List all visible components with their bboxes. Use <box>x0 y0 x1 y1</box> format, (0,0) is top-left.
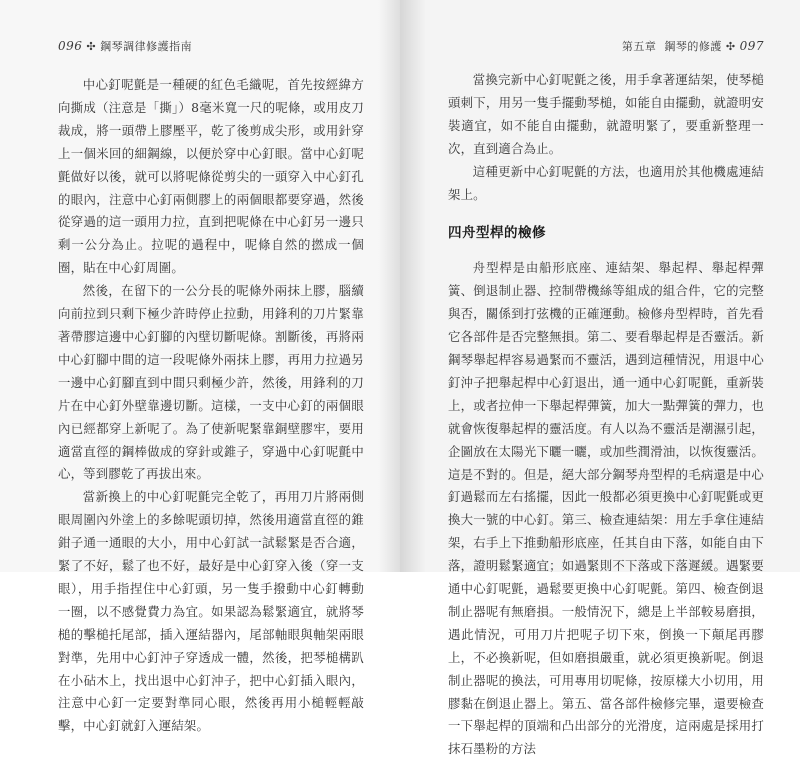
left-running-title: 鋼琴調律修護指南 <box>100 40 193 53</box>
gutter-shadow-right <box>400 0 426 572</box>
paragraph: 這種更新中心釘呢氈的方法，也適用於其他機處連結架上。 <box>448 163 764 202</box>
left-page <box>0 0 400 734</box>
right-body-text <box>448 69 764 761</box>
gutter-shadow-left <box>378 0 400 572</box>
right-page <box>400 0 800 757</box>
right-running-header <box>622 38 764 54</box>
section-heading: 四舟型桿的檢修 <box>448 225 546 242</box>
paragraph: 當換完新中心釘呢氈之後，用手拿著運結架，使琴槌頭刺下，用另一隻手擺動琴槌，如能自由擺動，就證明安裝適宜，如不能自由擺動，就證明緊了，要重新整理一次，直到適合為止。 <box>448 72 764 156</box>
right-page-number: 097 <box>739 39 764 53</box>
paragraph: 當新換上的中心釘呢氈完全乾了，再用刀片將兩側眼周圍內外塗上的多餘呢頭切掉，然後用適當直徑的錐鉗子通一通眼的大小，用中心釘試一試鬆緊是否合適，緊了不好，鬆了也不好，最好是中心釘穿入後（穿一支眼），用手指捏住中心釘頭，另一隻手撥動中心釘轉動一圈，以不感覺費力為宜。如果認為鬆緊適宜，就將琴槌的擊槌托尾部，插入運結器內，尾部軸眼與軸架兩眼對準，先用中心釘沖子穿透成一體，然後，把琴槌構趴在小砧木上，找出退中心釘沖子，把中心釘插入眼內，注意中心釘一定要對準同心眼，然後再用小槌輕輕敲擊，中心釘就釘入運結架。 <box>58 489 364 734</box>
left-page-number: 096 <box>58 39 83 53</box>
chapter-label: 第五章 <box>621 40 657 53</box>
left-body-text <box>58 74 364 738</box>
ornament-icon: ✣ <box>86 40 97 53</box>
paragraph: 中心釘呢氈是一種硬的紅色毛織呢，首先按經緯方向撕成（注意是「撕」）8毫米寬一尺的呢條，或用皮刀裁成，將一頭帶上膠壓平，乾了後剪成尖形，或用針穿上一個米回的細鋼線，以便於穿中心釘眼。當中心釘呢氈做好以後，就可以將呢條從剪尖的一頭穿入中心釘孔的眼內，注意中心釘兩側膠上的兩個眼都要穿過，然後從穿過的這一頭用力拉，直到把呢條在中心釘另一邊只剩一公分為止。拉呢的過程中，呢條自然的撚成一個圈，貼在中心釘周圍。 <box>58 77 364 276</box>
ornament-icon: ✣ <box>725 40 736 53</box>
left-running-header <box>58 38 192 54</box>
right-running-title: 鋼琴的修護 <box>664 40 722 53</box>
paragraph: 舟型桿是由船形底座、連結架、舉起桿、舉起桿彈簧、倒退制止器、控制帶機絲等組成的組合件，它的完整與否，關係到打弦機的正確運動。檢修舟型桿時，首先看它各部件是否完整無損。第二、要看舉起桿是否靈活。新鋼琴舉起桿容易過緊而不靈活，遇到這種情況，用退中心釘沖子把舉起桿中心釘退出，通一通中心釘呢氈，重新裝上，或者拉伸一下舉起桿彈簧，加大一點彈簧的彈力，也就會恢復舉起桿的靈活度。有人以為不靈活是潮濕引起，企圖放在太陽光下曬一曬，或加些潤滑油，以恢復靈活。這是不對的。但是，絕大部分鋼琴舟型桿的毛病還是中心釘過鬆而左右搖擺，因此一般都必須更換中心釘呢氈或更換大一號的中心釘。第三、檢查連結架：用左手拿住連結架，右手上下推動船形底座，任其自由下落，如能自由下落，證明鬆緊適宜；如過緊則不下落或下落遲緩。遇緊要通中心釘呢氈，過鬆要更換中心釘呢氈。第四、檢查倒退制止器呢有無磨損。一般情況下，總是上半部較易磨損，遇此情況，可用刀片把呢子切下來，倒換一下顛尾再膠上，不必換新呢，但如磨損嚴重，就必須更換新呢。倒退制止器呢的換法，可用專用切呢條，按原樣大小切用，用膠黏在倒退止器上。第五、當各部件檢修完畢，還要檢查一下舉起桿的頂端和凸出部分的光滑度，這兩處是採用打抹石墨粉的方法 <box>448 260 764 757</box>
paragraph: 然後，在留下的一公分長的呢條外兩抹上膠，腦續向前拉到只剩下極少許時停止拉動，用鋒利的刀片緊靠著帶膠這邊中心釘腳的內壁切斷呢條。割斷後，再將兩中心釘腳中間的這一段呢條外兩抹上膠，再用力拉過另一邊中心釘腳直到中間只剩極少許，然後，用鋒利的刀片在中心釘外壁靠邊切斷。這樣，一支中心釘的兩個眼內已經都穿上新呢了。為了使新呢緊靠銅壁膠牢，要用適當直徑的鋼棒做成的穿針或錐子，穿過中心釘呢氈中心，等到膠乾了再拔出來。 <box>58 283 364 482</box>
